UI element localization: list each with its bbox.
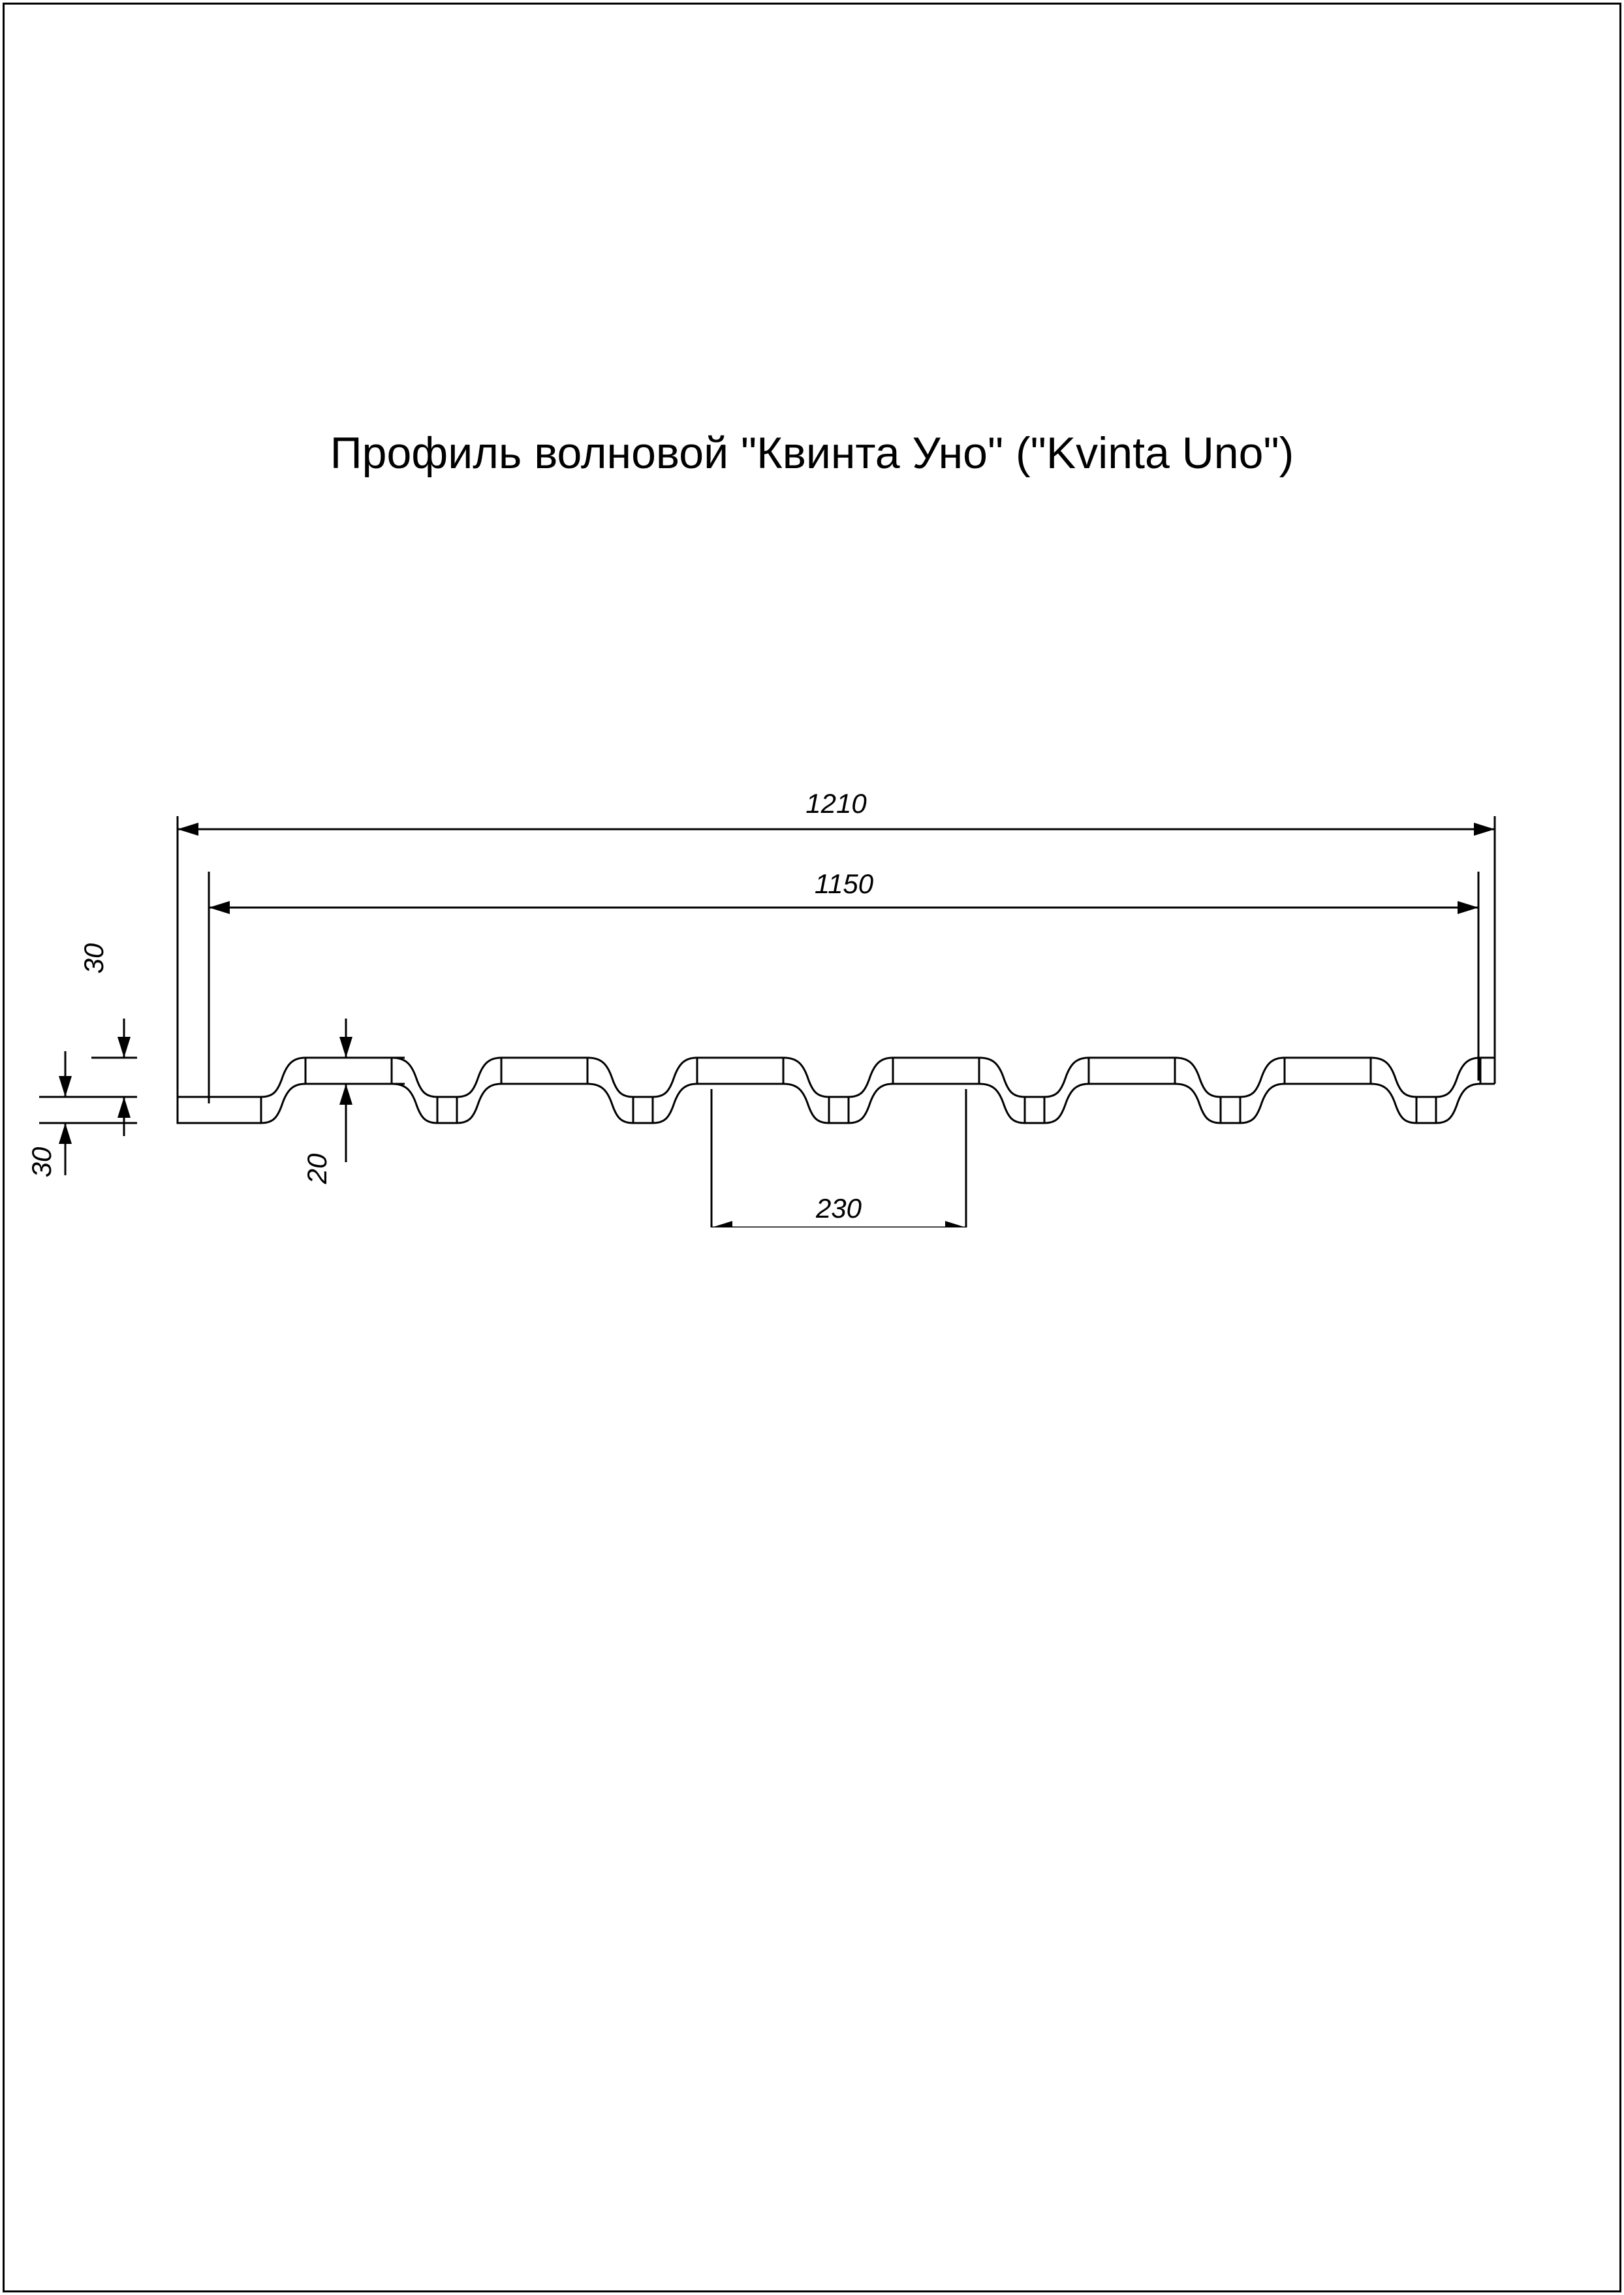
profile-cross-section — [178, 1058, 1495, 1123]
dimension-total-width — [178, 816, 1495, 1097]
dimension-label-height-upper: 30 — [78, 943, 109, 974]
dimension-useful-width — [209, 872, 1478, 1103]
dimension-label-useful-width: 1150 — [814, 868, 874, 899]
dimension-rib-depth — [307, 1019, 405, 1162]
dimension-label-height-lower: 30 — [26, 1147, 57, 1178]
dimension-label-wave-pitch: 230 — [815, 1193, 862, 1224]
dimension-label-rib-depth: 20 — [302, 1153, 332, 1184]
page-title: Профиль волновой "Квинта Уно" ("Kvinta Uno") — [330, 428, 1294, 478]
dimension-label-total-width: 1210 — [805, 788, 867, 819]
dimension-height-upper — [91, 1019, 137, 1136]
profile-drawing — [0, 705, 1624, 1227]
